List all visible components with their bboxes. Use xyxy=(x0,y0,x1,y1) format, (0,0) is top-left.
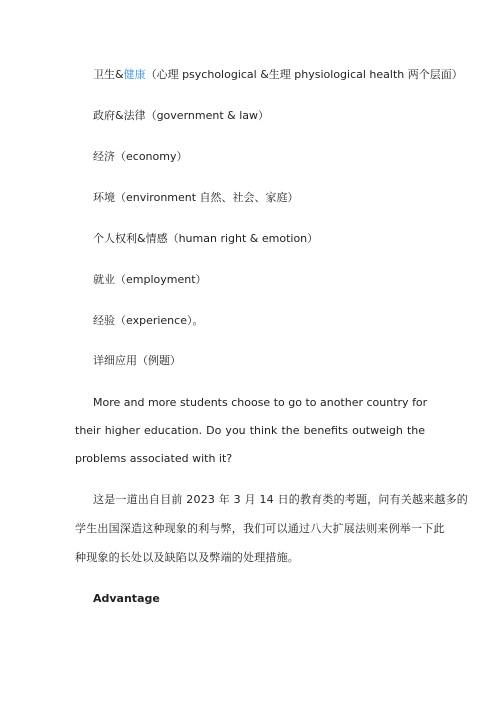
example-heading xyxy=(93,354,181,368)
list-item-experience xyxy=(93,314,203,328)
analysis-line: 种现象的长处以及缺陷以及弊端的处理措施。 xyxy=(75,551,299,564)
item-text-pre: 卫生& xyxy=(93,68,124,81)
item-text: 详细应用（例题） xyxy=(93,354,181,367)
question-line: More and more students choose to go to another country for xyxy=(93,396,428,409)
list-item-economy xyxy=(93,150,187,164)
list-item-environment xyxy=(93,191,299,205)
analysis-line: 学生出国深造这种现象的利与弊，我们可以通过八大扩展法则来例举一下此 xyxy=(75,522,445,535)
item-text: 就业（employment） xyxy=(93,273,207,286)
item-text: 经济（economy） xyxy=(93,150,188,163)
analysis-paragraph xyxy=(75,493,468,580)
list-item-health xyxy=(93,68,463,82)
list-item-government-law xyxy=(93,109,269,123)
item-text-post: （心理 psychological &生理 physiological health 两个层面） xyxy=(145,68,463,81)
item-text: 经验（experience）。 xyxy=(93,314,204,327)
question-line: their higher education. Do you think the benefits outweigh the xyxy=(75,424,425,437)
item-text: 环境（environment 自然、社会、家庭） xyxy=(93,191,299,204)
item-text: 政府&法律（government & law） xyxy=(93,109,269,122)
analysis-line: 这是一道出自目前 2023 年 3 月 14 日的教育类的考题，问有关越来越多的 xyxy=(93,493,468,506)
question-line: problems associated with it? xyxy=(75,452,233,465)
question-paragraph xyxy=(75,396,428,480)
advantage-heading: Advantage xyxy=(93,592,160,605)
item-text: 个人权利&情感（human right & emotion） xyxy=(93,232,319,245)
list-item-employment xyxy=(93,273,207,287)
list-item-human-rights xyxy=(93,232,318,246)
health-link[interactable]: 健康 xyxy=(123,68,146,81)
